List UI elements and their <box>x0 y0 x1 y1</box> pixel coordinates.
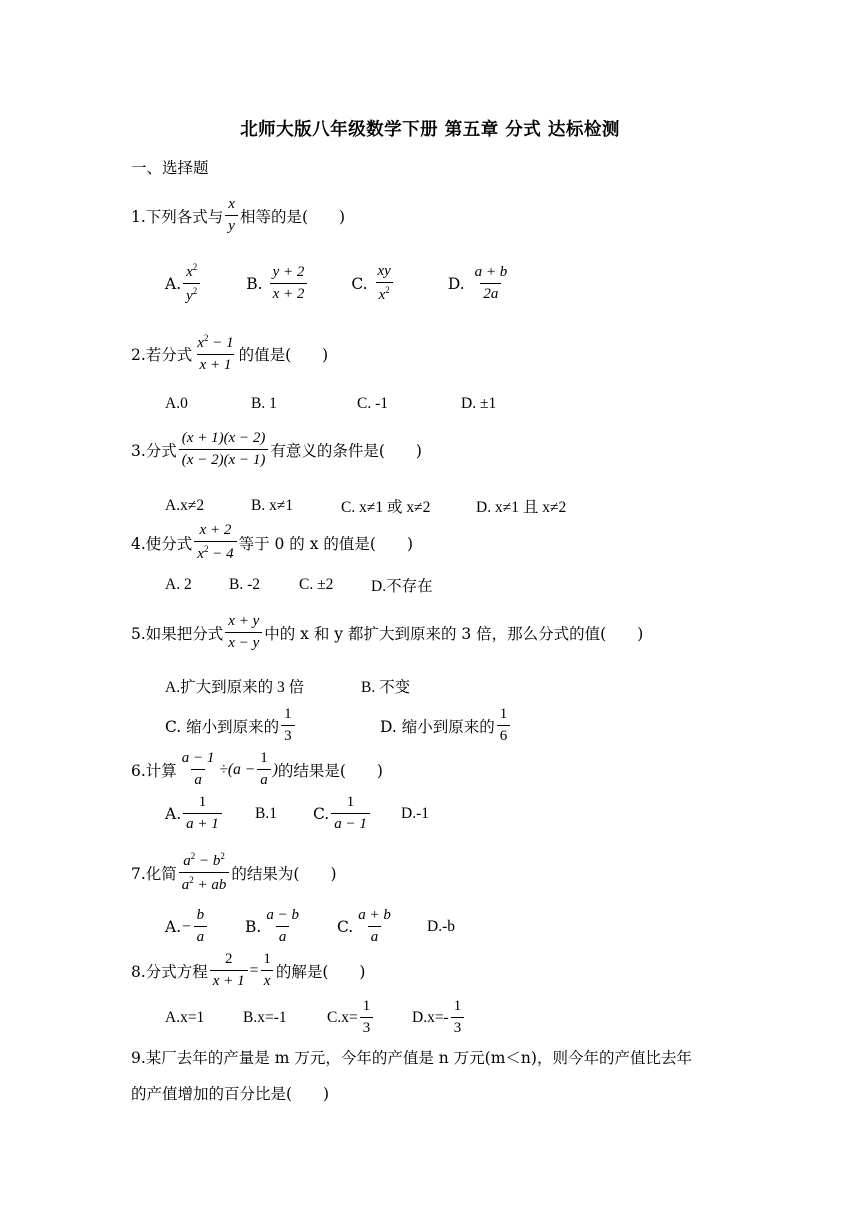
option-a[interactable]: A.x=1 <box>165 1008 205 1026</box>
option-d[interactable]: D. $\frac{a + b}{2a}$ <box>447 264 508 303</box>
question-5-options-row2 <box>165 706 512 746</box>
option-c[interactable]: C. $\frac{xy}{x^2}$ <box>351 263 391 304</box>
option-b[interactable]: B. $\frac{a - b}{a}$ <box>245 907 299 946</box>
question-7-options <box>165 907 455 947</box>
option-a[interactable]: A. $\frac{x^2}{y^2}$ <box>165 262 202 306</box>
option-d[interactable]: D. 缩小到原来的 $\frac{1}{6}$ <box>380 706 512 746</box>
question-8: 8.分式方程 $\frac{2}{x + 1}$ = $\frac{1}{x}$ 的解是( ) <box>131 951 366 990</box>
section-heading: 一、选择题 <box>131 159 209 177</box>
option-b[interactable]: B.x=-1 <box>243 1008 287 1026</box>
option-b[interactable]: B. 1 <box>251 395 277 412</box>
option-a[interactable]: A.0 <box>165 395 188 412</box>
question-6-options <box>165 794 429 834</box>
option-b[interactable]: B. -2 <box>229 576 260 593</box>
option-d[interactable]: D. x≠1 且 x≠2 <box>476 499 567 516</box>
question-5-options-row1 <box>165 675 410 697</box>
option-d[interactable]: D.-b <box>427 917 455 935</box>
question-6: 6.计算 $\frac{a - 1}{a}$ ÷(a − $\frac{1}{a}$ ) 的结果是( ) <box>131 750 383 789</box>
option-d[interactable]: D.x=- $\frac{1}{3}$ <box>412 998 466 1038</box>
option-b[interactable]: B. 不变 <box>361 679 411 696</box>
question-2-options <box>165 395 496 413</box>
option-c[interactable]: C. -1 <box>357 395 388 412</box>
option-a[interactable]: A. − $\frac{b}{a}$ <box>165 907 245 947</box>
question-4-options <box>165 574 433 596</box>
option-c[interactable]: C. $\frac{a + b}{a}$ <box>337 907 391 946</box>
option-a[interactable]: A. 2 <box>165 576 192 593</box>
question-3-options <box>165 495 566 517</box>
question-1: 1.下列各式与 $\frac{x}{y}$ 相等的是( ) <box>131 196 346 235</box>
option-d[interactable]: D.-1 <box>401 804 429 822</box>
option-c[interactable]: C. $\frac{1}{a - 1}$ <box>313 794 401 834</box>
option-a[interactable]: A.扩大到原来的 3 倍 <box>165 679 305 696</box>
question-4: 4.使分式 $\frac{x + 2}{x^2 - 4}$ 等于 0 的 x 的值是( ) <box>131 522 413 563</box>
option-b[interactable]: B.1 <box>255 804 277 822</box>
fraction: $\frac{x}{y}$ <box>225 196 238 236</box>
option-b[interactable]: B. x≠1 <box>251 497 294 514</box>
option-c[interactable]: C.x= $\frac{1}{3}$ <box>327 998 412 1038</box>
question-5: 5.如果把分式 $\frac{x + y}{x - y}$ 中的 x 和 y 都扩大到原来的 3 倍，那么分式的值( ) <box>131 613 644 652</box>
page-title: 北师大版八年级数学下册 第五章 分式 达标检测 <box>240 120 620 140</box>
question-9-line-2: 的产值增加的百分比是( ) <box>131 1085 330 1103</box>
option-b[interactable]: B. $\frac{y + 2}{x + 2}$ <box>246 264 309 304</box>
option-a[interactable]: A. $\frac{1}{a + 1}$ <box>165 794 255 834</box>
option-d[interactable]: D.不存在 <box>371 578 433 595</box>
option-a[interactable]: A.x≠2 <box>165 497 205 514</box>
question-8-options <box>165 998 466 1038</box>
question-1-options <box>165 262 512 306</box>
question-2: 2.若分式 $\frac{x^2 - 1}{x + 1}$ 的值是( ) <box>131 333 329 374</box>
option-c[interactable]: C. x≠1 或 x≠2 <box>341 499 431 516</box>
option-c[interactable]: C. ±2 <box>299 576 334 593</box>
question-9-line-1: 9.某厂去年的产量是 m 万元，今年的产值是 n 万元(m＜n)，则今年的产值比去年 <box>131 1049 692 1067</box>
option-c[interactable]: C. 缩小到原来的 $\frac{1}{3}$ <box>165 706 380 746</box>
option-d[interactable]: D. ±1 <box>461 395 497 412</box>
question-7: 7.化简 $\frac{a^2 - b^2}{a^2 + ab}$ 的结果为( ) <box>131 851 337 894</box>
question-3: 3.分式 $\frac{(x + 1)(x - 2)}{(x - 2)(x - 1)}$ 有意义的条件是( ) <box>131 430 422 469</box>
